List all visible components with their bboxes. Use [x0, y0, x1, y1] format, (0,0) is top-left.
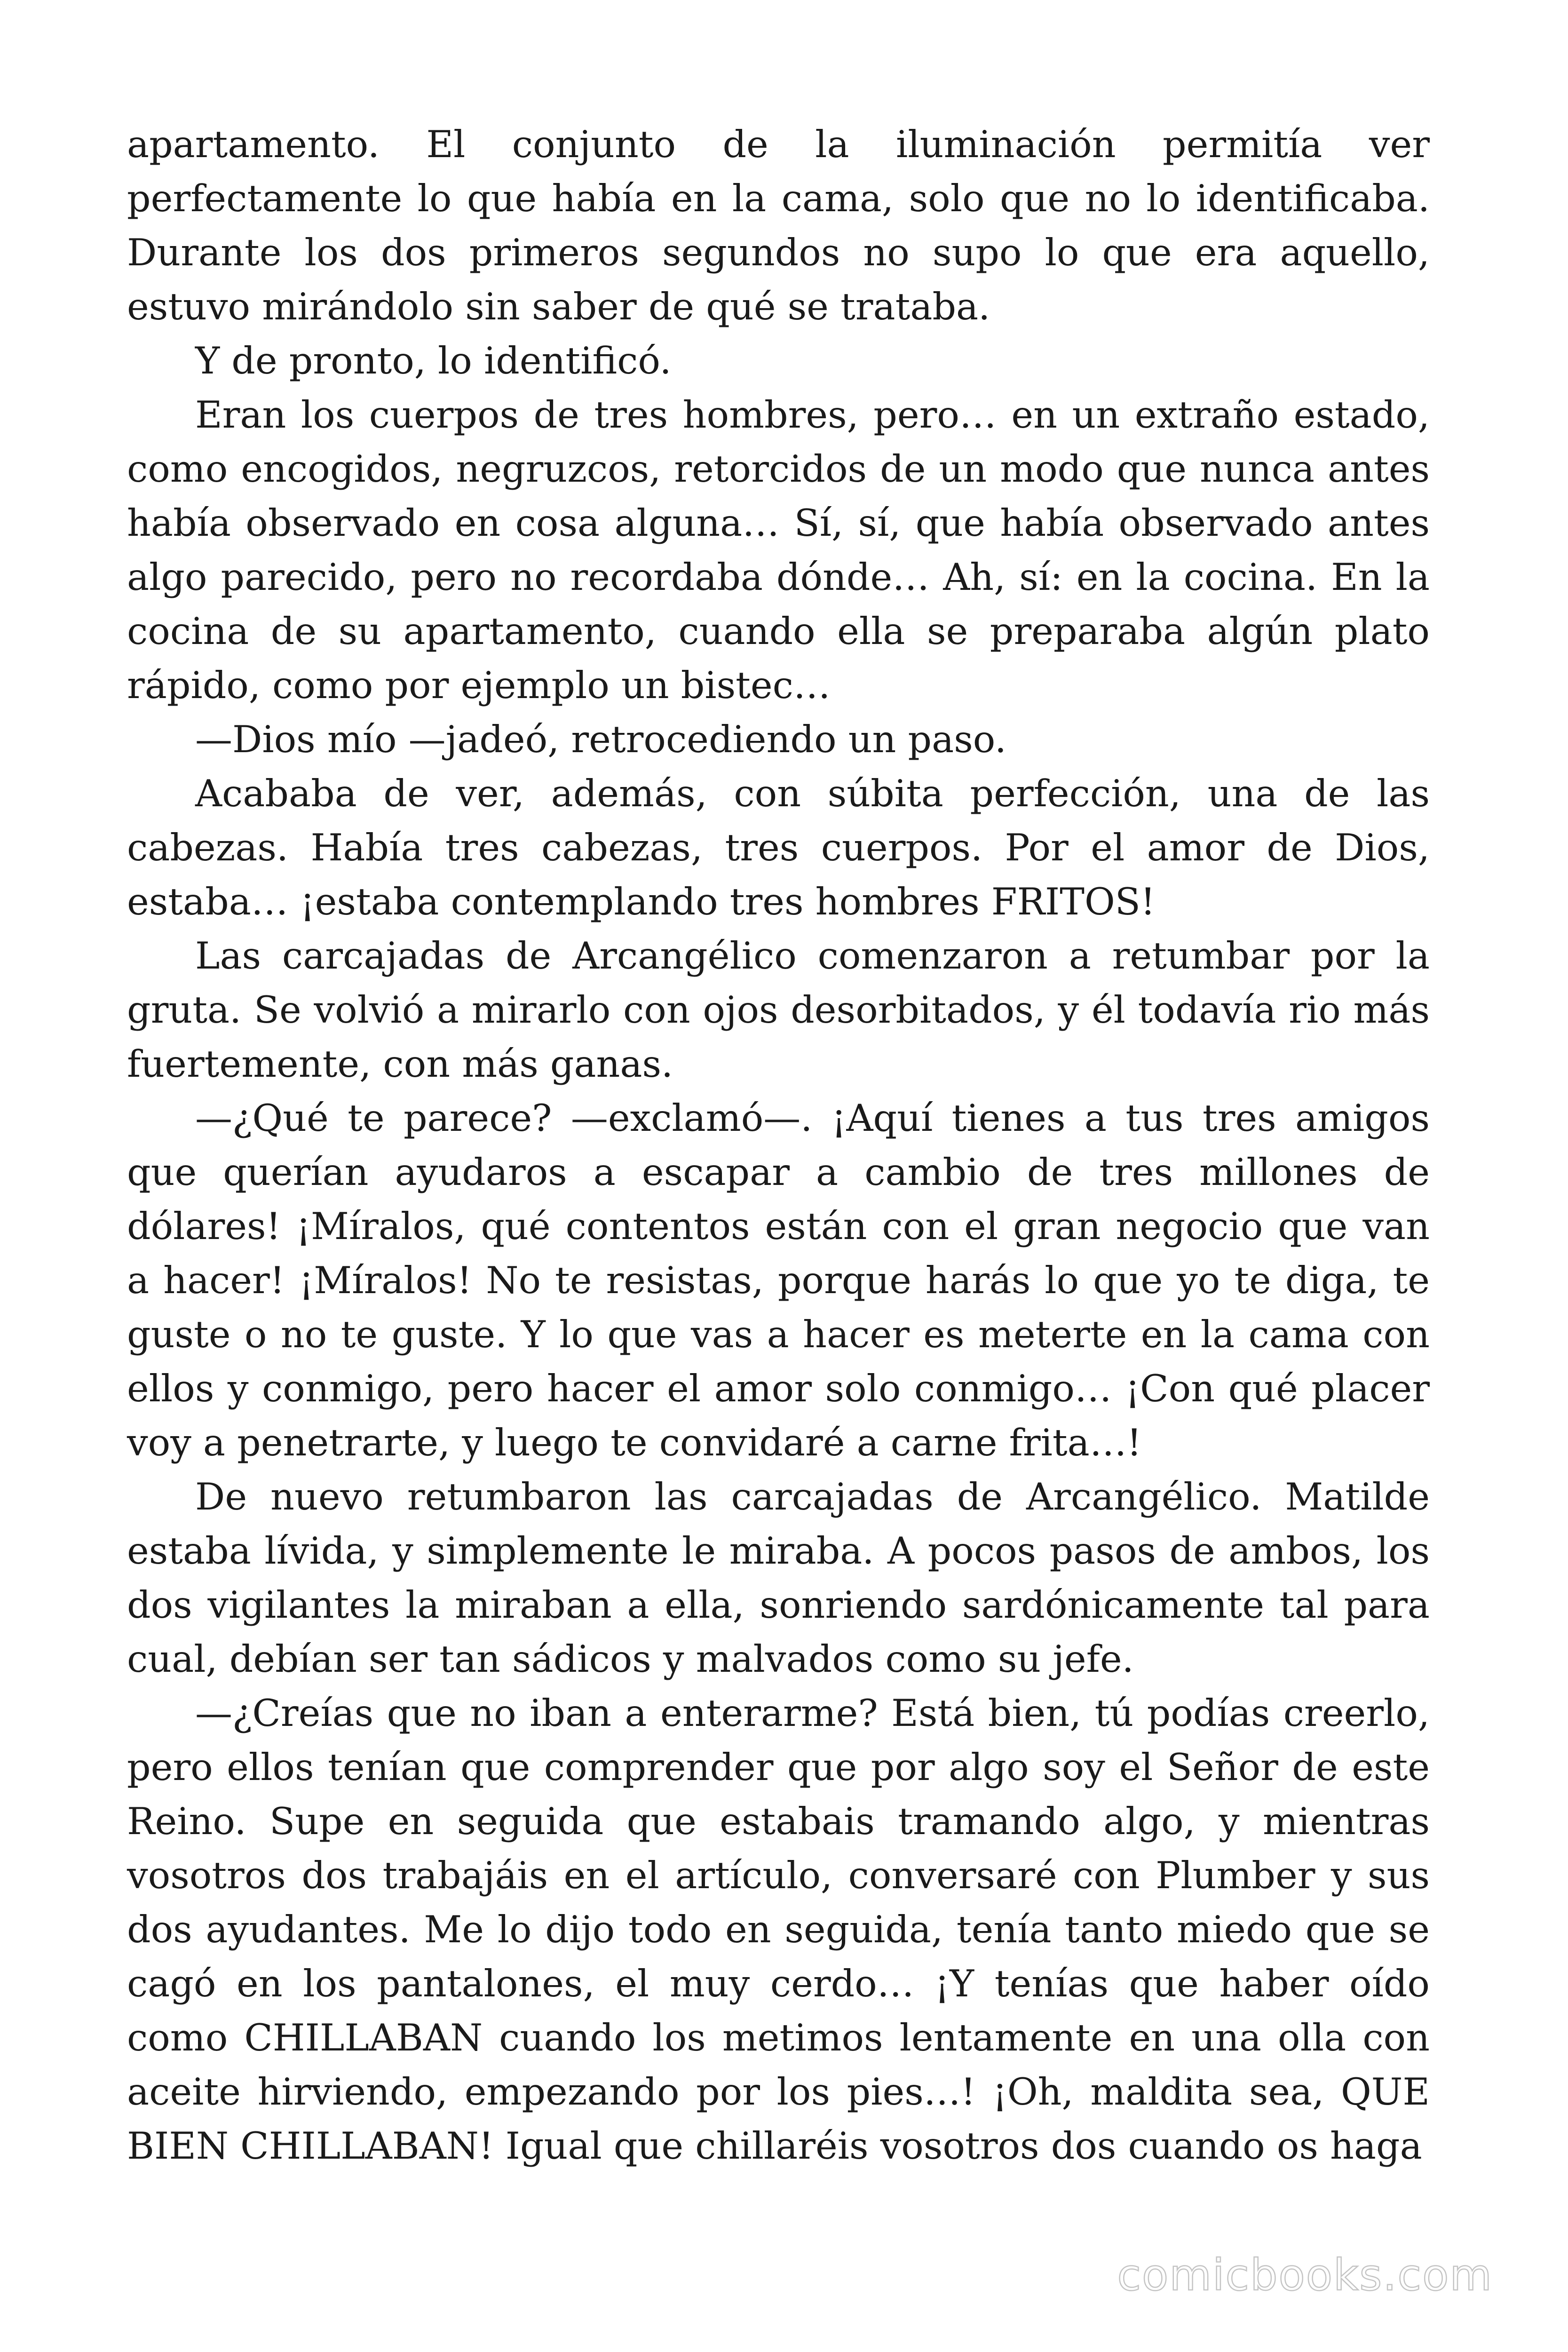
site-watermark: comicbooks.com: [1117, 2250, 1493, 2300]
book-page-body: [127, 118, 1430, 2173]
paragraph-8: De nuevo retumbaron las carcajadas de Arcangélico. Matilde estaba lívida, y simplemente le miraba. A pocos pasos de ambos, los dos vigilantes la miraban a ella, sonriendo sardónicamente tal para cual, debían ser tan sádicos y malvados como su jefe.: [127, 1475, 1430, 1681]
paragraph-2: Y de pronto, lo identificó.: [195, 339, 672, 382]
paragraph-6: Las carcajadas de Arcangélico comenzaron a retumbar por la gruta. Se volvió a mirarlo con ojos desorbitados, y él todavía rio más fuertemente, con más ganas.: [127, 934, 1430, 1086]
paragraph-1: apartamento. El conjunto de la iluminación permitía ver perfectamente lo que había en la cama, solo que no lo identificaba. Durante los dos primeros segundos no supo lo que era aquello, estuvo mirándolo sin saber de qué se trataba.: [127, 123, 1430, 328]
paragraph-7: —¿Qué te parece? —exclamó—. ¡Aquí tienes a tus tres amigos que querían ayudaros a escapar a cambio de tres millones de dólares! ¡Míralos, qué contentos están con el gran negocio que van a hacer! ¡Míralos! No te resistas, porque harás lo que yo te diga, te guste o no te guste. Y lo que vas a hacer es meterte en la cama con ellos y conmigo, pero hacer el amor solo conmigo… ¡Con qué placer voy a penetrarte, y luego te convidaré a carne frita…!: [127, 1097, 1430, 1464]
paragraph-4: —Dios mío —jadeó, retrocediendo un paso.: [195, 718, 1007, 761]
paragraph-5: Acababa de ver, además, con súbita perfección, una de las cabezas. Había tres cabezas, tres cuerpos. Por el amor de Dios, estaba… ¡estaba contemplando tres hombres FRITOS!: [127, 772, 1430, 923]
paragraph-3: Eran los cuerpos de tres hombres, pero… en un extraño estado, como encogidos, negruzcos, retorcidos de un modo que nunca antes había observado en cosa alguna… Sí, sí, que había observado antes algo parecido, pero no recordaba dónde… Ah, sí: en la cocina. En la cocina de su apartamento, cuando ella se preparaba algún plato rápido, como por ejemplo un bistec…: [127, 393, 1430, 707]
paragraph-9: —¿Creías que no iban a enterarme? Está bien, tú podías creerlo, pero ellos tenían que comprender que por algo soy el Señor de este Reino. Supe en seguida que estabais tramando algo, y mientras vosotros dos trabajáis en el artículo, conversaré con Plumber y sus dos ayudantes. Me lo dijo todo en seguida, tenía tanto miedo que se cagó en los pantalones, el muy cerdo… ¡Y tenías que haber oído como CHILLABAN cuando los metimos lentamente en una olla con aceite hirviendo, empezando por los pies…! ¡Oh, maldita sea, QUE BIEN CHILLABAN! Igual que chillaréis vosotros dos cuando os haga: [127, 1692, 1430, 2168]
